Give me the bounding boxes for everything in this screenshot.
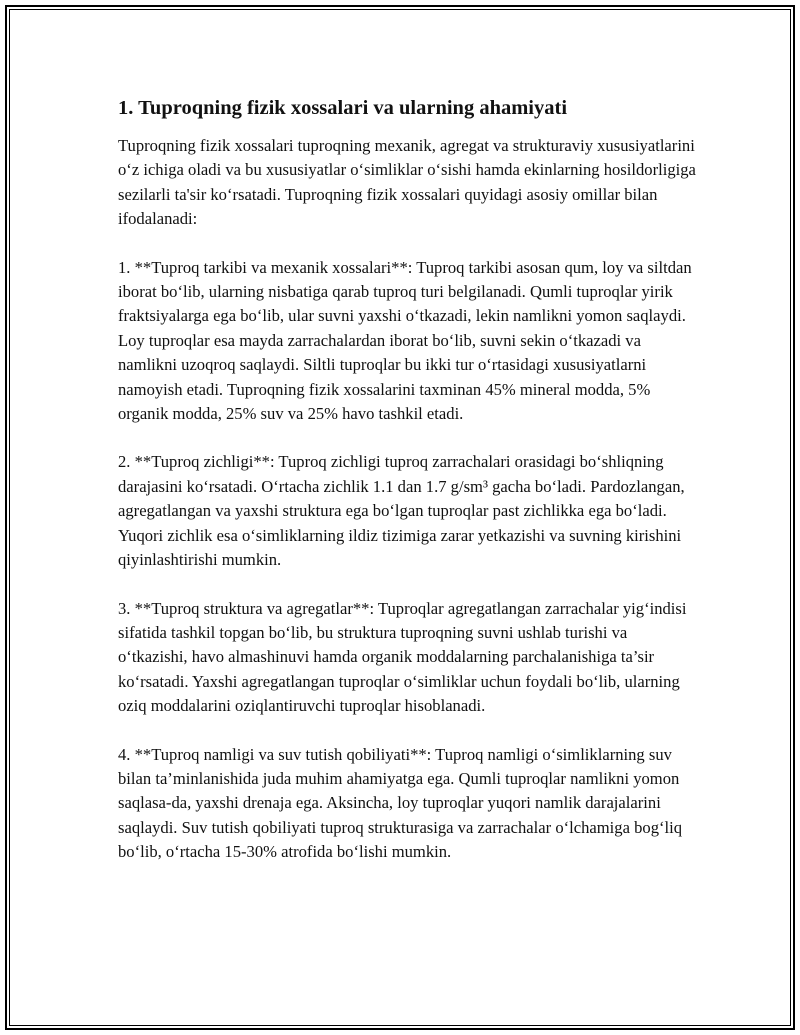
document-title: 1. Tuproqning fizik xossalari va ularning ahamiyati	[118, 97, 568, 119]
paragraph-soil-density: 2. **Tuproq zichligi**: Tuproq zichligi tuproq zarrachalari orasidagi bo‘shliqning darajasini ko‘rsatadi. O‘rtacha zichlik 1.1 dan 1.7 g/sm³ gacha bo‘ladi. Pardozlangan, agregatlangan va yaxshi struktura ega bo‘lgan tuproqlar past zichlikka ega bo‘ladi. Yuqori zichlik esa o‘simliklarning ildiz tizimiga zarar yetkazishi va suvning kirishini qiyinlashtirishi mumkin.	[118, 452, 685, 570]
paragraph-soil-composition: 1. **Tuproq tarkibi va mexanik xossalari**: Tuproq tarkibi asosan qum, loy va siltdan iborat bo‘lib, ularning nisbatiga qarab tuproq turi belgilanadi. Qumli tuproqlar yirik fraktsiyalarga ega bo‘lib, ular suvni yaxshi o‘tkazadi, lekin namlikni yomon saqlaydi. Loy tuproqlar esa mayda zarrachalardan iborat bo‘lib, suvni sekin o‘tkazadi va namlikni uzoqroq saqlaydi. Siltli tuproqlar bu ikki tur o‘rtasidagi xususiyatlarni namoyish etadi. Tuproqning fizik xossalarini taxminan 45% mineral modda, 5% organik modda, 25% suv va 25% havo tashkil etadi.	[118, 257, 692, 424]
paragraph-soil-structure: 3. **Tuproq struktura va agregatlar**: Tuproqlar agregatlangan zarrachalar yig‘indisi sifatida tashkil topgan bo‘lib, bu struktura tuproqning suvni ushlab turishi va o‘tkazishi, havo almashinuvi hamda organik moddalarning parchalanishiga ta’sir ko‘rsatadi. Yaxshi agregatlangan tuproqlar o‘simliklar uchun foydali bo‘lib, ularning oziq moddalarini oziqlantiruvchi tuproqlar hisoblanadi.	[118, 598, 687, 716]
intro-paragraph: Tuproqning fizik xossalari tuproqning mexanik, agregat va strukturaviy xususiyatlarini o‘z ichiga oladi va bu xususiyatlar o‘simliklar o‘sishi hamda ekinlarning hosildorligiga sezilarli ta'sir ko‘rsatadi. Tuproqning fizik xossalari quyidagi asosiy omillar bilan ifodalanadi:	[118, 136, 696, 229]
document-body	[118, 94, 698, 889]
paragraph-soil-moisture: 4. **Tuproq namligi va suv tutish qobiliyati**: Tuproq namligi o‘simliklarning suv bilan ta’minlanishida juda muhim ahamiyatga ega. Qumli tuproqlar namlikni yomon saqlasa-da, yaxshi drenaja ega. Aksincha, loy tuproqlar yuqori namlik darajalarini saqlaydi. Suv tutish qobiliyati tuproq strukturasiga va zarrachalar o‘lchamiga bog‘liq bo‘lib, o‘rtacha 15-30% atrofida bo‘lishi mumkin.	[118, 744, 683, 862]
page-frame	[5, 5, 795, 1030]
